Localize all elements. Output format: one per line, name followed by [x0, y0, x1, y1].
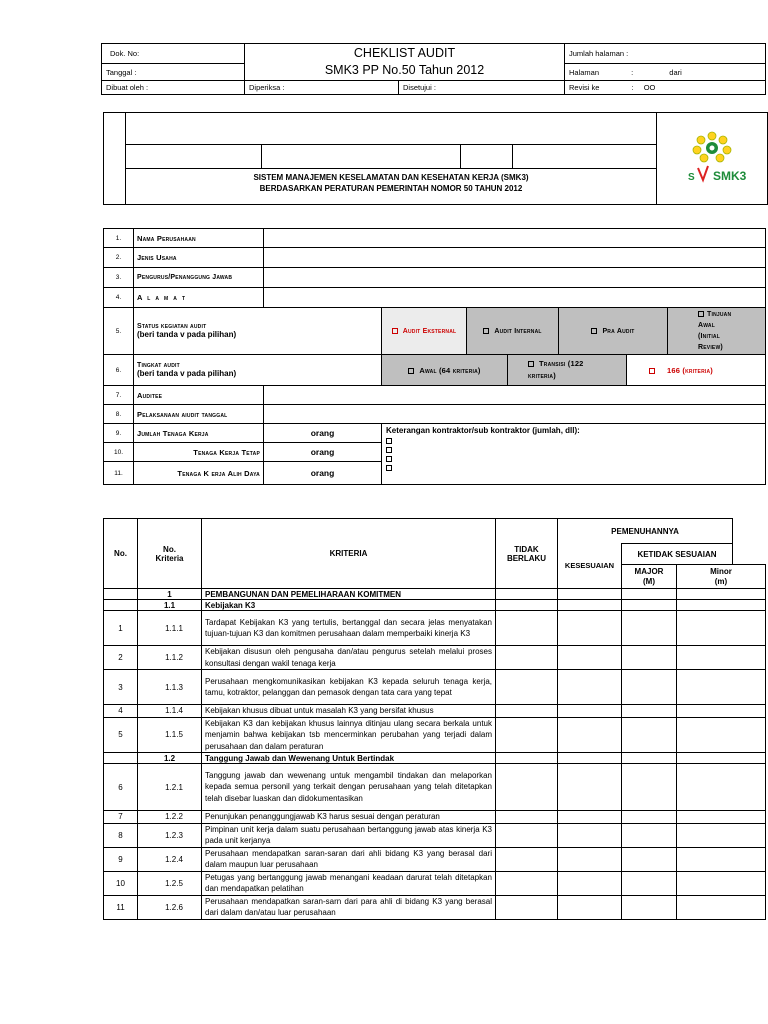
tidak-berlaku-cell[interactable]: [496, 823, 558, 847]
section-row: [104, 589, 766, 600]
option-tingkat-166[interactable]: [627, 355, 766, 386]
minor-cell[interactable]: [677, 823, 766, 847]
checkbox-icon: [528, 361, 534, 367]
head-major: [622, 565, 677, 589]
head-minor-line: (m): [714, 576, 728, 586]
criteria-row: [104, 871, 766, 895]
minor-cell[interactable]: [677, 895, 766, 919]
option-pra-audit[interactable]: [559, 308, 668, 355]
head-no: No.: [104, 519, 138, 589]
row-no: 11: [104, 895, 138, 919]
criteria-code: 1.1.3: [138, 670, 202, 705]
major-cell[interactable]: [622, 670, 677, 705]
smk3-blank-a: [126, 145, 262, 169]
jumlah-halaman-label: Jumlah halaman :: [565, 44, 766, 64]
criteria-text: Petugas yang bertanggung jawab menangani keadaan darurat telah ditetapkan dan mendapatkan pelatihan: [202, 871, 496, 895]
halaman-colon: :: [631, 67, 634, 77]
auditee-field[interactable]: [264, 386, 766, 405]
head-no-kriteria-line: No.: [163, 544, 176, 554]
criteria-text: Kebijakan disusun oleh pengusaha dan/atau pengurus setelah melalui proses konsultasi dengan wakil tenaga kerja: [202, 646, 496, 670]
tetap-label: Tenaga Kerja Tetap: [134, 443, 264, 462]
criteria-code: 1.2.1: [138, 764, 202, 811]
row-number: 6.: [104, 355, 134, 386]
document-header: [101, 43, 766, 95]
logo-cell: [657, 113, 768, 205]
smk3-left-cell: [104, 113, 126, 205]
row-no: 5: [104, 717, 138, 753]
checkbox-icon[interactable]: [386, 438, 392, 444]
criteria-code: 1.1.4: [138, 705, 202, 718]
tidak-berlaku-cell[interactable]: [496, 895, 558, 919]
tidak-berlaku-cell[interactable]: [496, 753, 558, 764]
major-cell[interactable]: [622, 847, 677, 871]
head-no-kriteria-line: Kriteria: [155, 553, 184, 563]
criteria-code: 1.2.6: [138, 895, 202, 919]
kesesuaian-cell[interactable]: [558, 600, 622, 611]
smk3-line-1: SISTEM MANAJEMEN KESELAMATAN DAN KESEHATAN KERJA (SMK3): [253, 172, 529, 182]
smk3-blank-top: [126, 113, 657, 145]
row-number: 10.: [104, 443, 134, 462]
major-cell[interactable]: [622, 811, 677, 824]
tidak-berlaku-cell[interactable]: [496, 670, 558, 705]
status-sub: (beri tanda v pada pilihan): [137, 330, 237, 339]
row-number: 7.: [104, 386, 134, 405]
row-no: 8: [104, 823, 138, 847]
head-minor: [677, 565, 766, 589]
kesesuaian-cell[interactable]: [558, 705, 622, 718]
pengurus-label: Pengurus/Penanggung Jawab: [134, 268, 264, 288]
alamat-field[interactable]: [264, 288, 766, 308]
option-label: (Initial: [698, 333, 720, 340]
minor-cell[interactable]: [677, 871, 766, 895]
checkbox-icon: [698, 311, 704, 317]
criteria-code: 1.2.2: [138, 811, 202, 824]
logo-text: SMK3: [713, 168, 747, 183]
info-row: [104, 386, 766, 405]
tidak-berlaku-cell[interactable]: [496, 811, 558, 824]
criteria-row: [104, 705, 766, 718]
dibuat-oleh-label: Dibuat oleh :: [102, 81, 245, 95]
criteria-text: Kebijakan khusus dibuat untuk masalah K3 yang bersifat khusus: [202, 705, 496, 718]
criteria-row: [104, 847, 766, 871]
kesesuaian-cell[interactable]: [558, 611, 622, 646]
tidak-berlaku-cell[interactable]: [496, 764, 558, 811]
tidak-berlaku-cell[interactable]: [496, 646, 558, 670]
kesesuaian-cell[interactable]: [558, 811, 622, 824]
revisi-label: Revisi ke: [569, 83, 600, 92]
criteria-row: [104, 646, 766, 670]
row-no: 3: [104, 670, 138, 705]
smk3-blank-c: [461, 145, 513, 169]
checkbox-icon[interactable]: [386, 456, 392, 462]
tetap-orang: orang: [264, 443, 382, 462]
major-cell[interactable]: [622, 600, 677, 611]
jumlah-label: Jumlah Tenaga Kerja: [134, 424, 264, 443]
section-row: [104, 600, 766, 611]
minor-cell[interactable]: [677, 847, 766, 871]
criteria-code: 1: [138, 589, 202, 600]
pelaksanaan-field[interactable]: [264, 405, 766, 424]
keterangan-cell[interactable]: [382, 424, 766, 485]
kesesuaian-cell[interactable]: [558, 717, 622, 753]
major-cell[interactable]: [622, 717, 677, 753]
kesesuaian-cell[interactable]: [558, 753, 622, 764]
title-line-2: SMK3 PP No.50 Tahun 2012: [324, 63, 485, 77]
row-number: 3.: [104, 268, 134, 288]
tingkat-label-cell: [134, 355, 382, 386]
minor-cell[interactable]: [677, 670, 766, 705]
criteria-text: Tardapat Kebijakan K3 yang tertulis, bertanggal dan secara jelas menyatakan tujuan-tujuan K3 dan komitmen perusahaan dalam memperbaiki kinerja K3: [202, 611, 496, 646]
row-no: 9: [104, 847, 138, 871]
criteria-text: Perusahaan mendapatkan saran-saran dari ahli bidang K3 yang berasal dari dalam maupun luar perusahaan: [202, 847, 496, 871]
head-kesesuaian: KESESUAIAN: [558, 544, 622, 589]
jumlah-orang: orang: [264, 424, 382, 443]
row-number: 2.: [104, 248, 134, 268]
info-row: [104, 355, 766, 386]
row-number: 11.: [104, 462, 134, 485]
criteria-row: [104, 764, 766, 811]
smk3-line-2: BERDASARKAN PERATURAN PEMERINTAH NOMOR 50 TAHUN 2012: [259, 183, 523, 193]
tidak-berlaku-cell[interactable]: [496, 611, 558, 646]
keterangan-label: Keterangan kontraktor/sub kontraktor (jumlah, dll):: [386, 426, 580, 435]
major-cell[interactable]: [622, 611, 677, 646]
major-cell[interactable]: [622, 589, 677, 600]
row-no: [104, 589, 138, 600]
option-label: Pra Audit: [602, 327, 635, 335]
criteria-body: [104, 589, 766, 920]
alamat-label: A l a m a t: [134, 288, 264, 308]
tanggal-label: Tanggal :: [102, 64, 245, 81]
tidak-berlaku-cell[interactable]: [496, 871, 558, 895]
option-label: 166 (kriteria): [667, 365, 714, 375]
svg-text:S: S: [688, 171, 695, 183]
minor-cell[interactable]: [677, 611, 766, 646]
criteria-code: 1.1.5: [138, 717, 202, 753]
kesesuaian-cell[interactable]: [558, 847, 622, 871]
tidak-berlaku-cell[interactable]: [496, 705, 558, 718]
option-tinjauan-awal[interactable]: [668, 308, 766, 355]
nama-perusahaan-field[interactable]: [264, 229, 766, 248]
pengurus-field[interactable]: [264, 268, 766, 288]
option-label: Audit Internal: [494, 327, 542, 335]
tidak-berlaku-cell[interactable]: [496, 589, 558, 600]
minor-cell[interactable]: [677, 764, 766, 811]
alih-label: Tenaga K erja Alih Daya: [134, 462, 264, 485]
head-filler: [733, 519, 766, 544]
criteria-text: Perusahaan mengkomunikasikan kebijakan K3 kepada seluruh tenaga kerja, tamu, kotraktor, pelanggan dan pemasok dengan tata cara yang tepat: [202, 670, 496, 705]
halaman-label: Halaman: [569, 67, 600, 77]
criteria-text: Kebijakan K3: [202, 600, 496, 611]
kesesuaian-cell[interactable]: [558, 764, 622, 811]
alih-orang: orang: [264, 462, 382, 485]
info-row: [104, 288, 766, 308]
major-cell[interactable]: [622, 823, 677, 847]
option-audit-internal[interactable]: [467, 308, 559, 355]
row-number: 1.: [104, 229, 134, 248]
option-label: Tinjuan: [707, 311, 732, 318]
criteria-row: [104, 717, 766, 753]
criteria-code: 1.1.2: [138, 646, 202, 670]
head-kriteria: KRITERIA: [202, 519, 496, 589]
row-no: 7: [104, 811, 138, 824]
criteria-row: [104, 611, 766, 646]
tidak-berlaku-cell[interactable]: [496, 847, 558, 871]
checkbox-icon[interactable]: [386, 447, 392, 453]
criteria-text: Tanggung Jawab dan Wewenang Untuk Bertindak: [202, 753, 496, 764]
section-row: [104, 753, 766, 764]
revisi-cell: [565, 81, 766, 95]
major-cell[interactable]: [622, 764, 677, 811]
checkbox-icon: [483, 328, 489, 334]
smk3-title-cell: [126, 169, 657, 205]
row-no: [104, 753, 138, 764]
keterangan-checkboxes: [386, 436, 761, 472]
title-line-1: CHEKLIST AUDIT: [353, 46, 456, 60]
major-cell[interactable]: [622, 646, 677, 670]
minor-cell[interactable]: [677, 705, 766, 718]
criteria-code: 1.2.4: [138, 847, 202, 871]
row-no: 2: [104, 646, 138, 670]
document-title: [245, 44, 565, 81]
option-label: Awal (64 kriteria): [419, 365, 481, 375]
checkbox-icon: [408, 368, 414, 374]
criteria-table: [103, 518, 766, 920]
criteria-code: 1.1: [138, 600, 202, 611]
row-no: 4: [104, 705, 138, 718]
checkbox-icon: [649, 368, 655, 374]
criteria-row: [104, 811, 766, 824]
option-tingkat-transisi[interactable]: [508, 355, 627, 386]
info-row: [104, 405, 766, 424]
criteria-text: Tanggung jawab dan wewenang untuk mengambil tindakan dan melaporkan kepada semua personil yang terkait dengan perusahaan yang telah ditetapkan telah disebar luaskan dan didokumentasikan: [202, 764, 496, 811]
head-tidak-line: TIDAK: [514, 544, 539, 554]
head-tidak-berlaku: [496, 519, 558, 589]
criteria-code: 1.2.5: [138, 871, 202, 895]
minor-cell[interactable]: [677, 646, 766, 670]
criteria-text: Penunjukan penanggungjawab K3 harus sesuai dengan peraturan: [202, 811, 496, 824]
head-pemenuhan: PEMENUHANNYA: [558, 519, 733, 544]
head-tidak-line: BERLAKU: [506, 553, 547, 563]
checkbox-icon[interactable]: [386, 465, 392, 471]
row-no: 1: [104, 611, 138, 646]
row-number: 4.: [104, 288, 134, 308]
pelaksanaan-label: Pelaksanaan aiudit tanggal: [134, 405, 264, 424]
info-row: [104, 308, 766, 355]
smk3-logo-icon: [682, 128, 747, 188]
head-minor-line: Minor: [710, 566, 732, 576]
smk3-box: [103, 112, 768, 205]
diperiksa-label: Diperiksa :: [245, 81, 399, 95]
option-label: Audit Eksternal: [402, 327, 457, 335]
head-ketidak-sesuaian: KETIDAK SESUAIAN: [622, 544, 733, 565]
major-cell[interactable]: [622, 871, 677, 895]
row-number: 9.: [104, 424, 134, 443]
info-row: [104, 248, 766, 268]
option-label: kriteria): [528, 371, 556, 380]
kesesuaian-cell[interactable]: [558, 589, 622, 600]
checkbox-icon: [392, 328, 398, 334]
auditee-label: Auditee: [134, 386, 264, 405]
info-row: [104, 229, 766, 248]
head-filler: [733, 544, 766, 565]
kesesuaian-cell[interactable]: [558, 895, 622, 919]
criteria-row: [104, 670, 766, 705]
row-number: 8.: [104, 405, 134, 424]
major-cell[interactable]: [622, 753, 677, 764]
option-label: Awal: [698, 322, 715, 329]
nama-perusahaan-label: Nama Perusahaan: [134, 229, 264, 248]
head-major-line: MAJOR: [634, 566, 664, 576]
status-label: Status kegiatan audit: [137, 323, 207, 330]
head-no-kriteria: [138, 519, 202, 589]
option-label: Review): [698, 344, 723, 351]
minor-cell[interactable]: [677, 753, 766, 764]
halaman-cell: [565, 64, 766, 81]
tidak-berlaku-cell[interactable]: [496, 717, 558, 753]
revisi-colon: :: [631, 83, 634, 92]
jenis-usaha-label: Jenis Usaha: [134, 248, 264, 268]
criteria-text: PEMBANGUNAN DAN PEMELIHARAAN KOMITMEN: [202, 589, 496, 600]
criteria-code: 1.2.3: [138, 823, 202, 847]
head-major-line: (M): [643, 576, 655, 586]
criteria-row: [104, 823, 766, 847]
kesesuaian-cell[interactable]: [558, 823, 622, 847]
kesesuaian-cell[interactable]: [558, 646, 622, 670]
tidak-berlaku-cell[interactable]: [496, 600, 558, 611]
major-cell[interactable]: [622, 705, 677, 718]
option-label: Transisi (122: [539, 359, 584, 368]
status-label-cell: [134, 308, 382, 355]
checkbox-icon: [591, 328, 597, 334]
revisi-value: OO: [643, 83, 656, 92]
row-no: 10: [104, 871, 138, 895]
criteria-row: [104, 895, 766, 919]
option-tingkat-awal[interactable]: [382, 355, 508, 386]
criteria-text: Pimpinan unit kerja dalam suatu perusahaan bertanggung jawab atas kinerja K3 pada unit kerjanya: [202, 823, 496, 847]
kesesuaian-cell[interactable]: [558, 871, 622, 895]
minor-cell[interactable]: [677, 717, 766, 753]
criteria-code: 1.1.1: [138, 611, 202, 646]
criteria-text: Kebijakan K3 dan kebijakan khusus lainnya ditinjau ulang secara berkala untuk menjamin bahwa kebijakan tsb mencerminkan perubahan yang terjadi dalam perusahaan dan dalam peraturan: [202, 717, 496, 753]
minor-cell[interactable]: [677, 811, 766, 824]
disetujui-label: Disetujui :: [399, 81, 565, 95]
minor-cell[interactable]: [677, 589, 766, 600]
dari-label: dari: [669, 67, 682, 77]
info-row: [104, 268, 766, 288]
company-info-table: [103, 228, 766, 485]
tingkat-sub: (beri tanda v pada pilihan): [137, 369, 237, 378]
jenis-usaha-field[interactable]: [264, 248, 766, 268]
smk3-blank-d: [513, 145, 657, 169]
row-no: [104, 600, 138, 611]
dok-no-label: Dok. No:: [102, 44, 245, 64]
criteria-text: Perusahaan mendapatkan saran-sarn dari para ahli di bidang K3 yang berasal dari dalam dan/atau luar perusahaan: [202, 895, 496, 919]
major-cell[interactable]: [622, 895, 677, 919]
row-no: 6: [104, 764, 138, 811]
criteria-code: 1.2: [138, 753, 202, 764]
tingkat-label: Tingkat audit: [137, 362, 180, 369]
smk3-blank-b: [262, 145, 461, 169]
minor-cell[interactable]: [677, 600, 766, 611]
info-row: [104, 424, 766, 443]
option-audit-eksternal[interactable]: [382, 308, 467, 355]
kesesuaian-cell[interactable]: [558, 670, 622, 705]
row-number: 5.: [104, 308, 134, 355]
